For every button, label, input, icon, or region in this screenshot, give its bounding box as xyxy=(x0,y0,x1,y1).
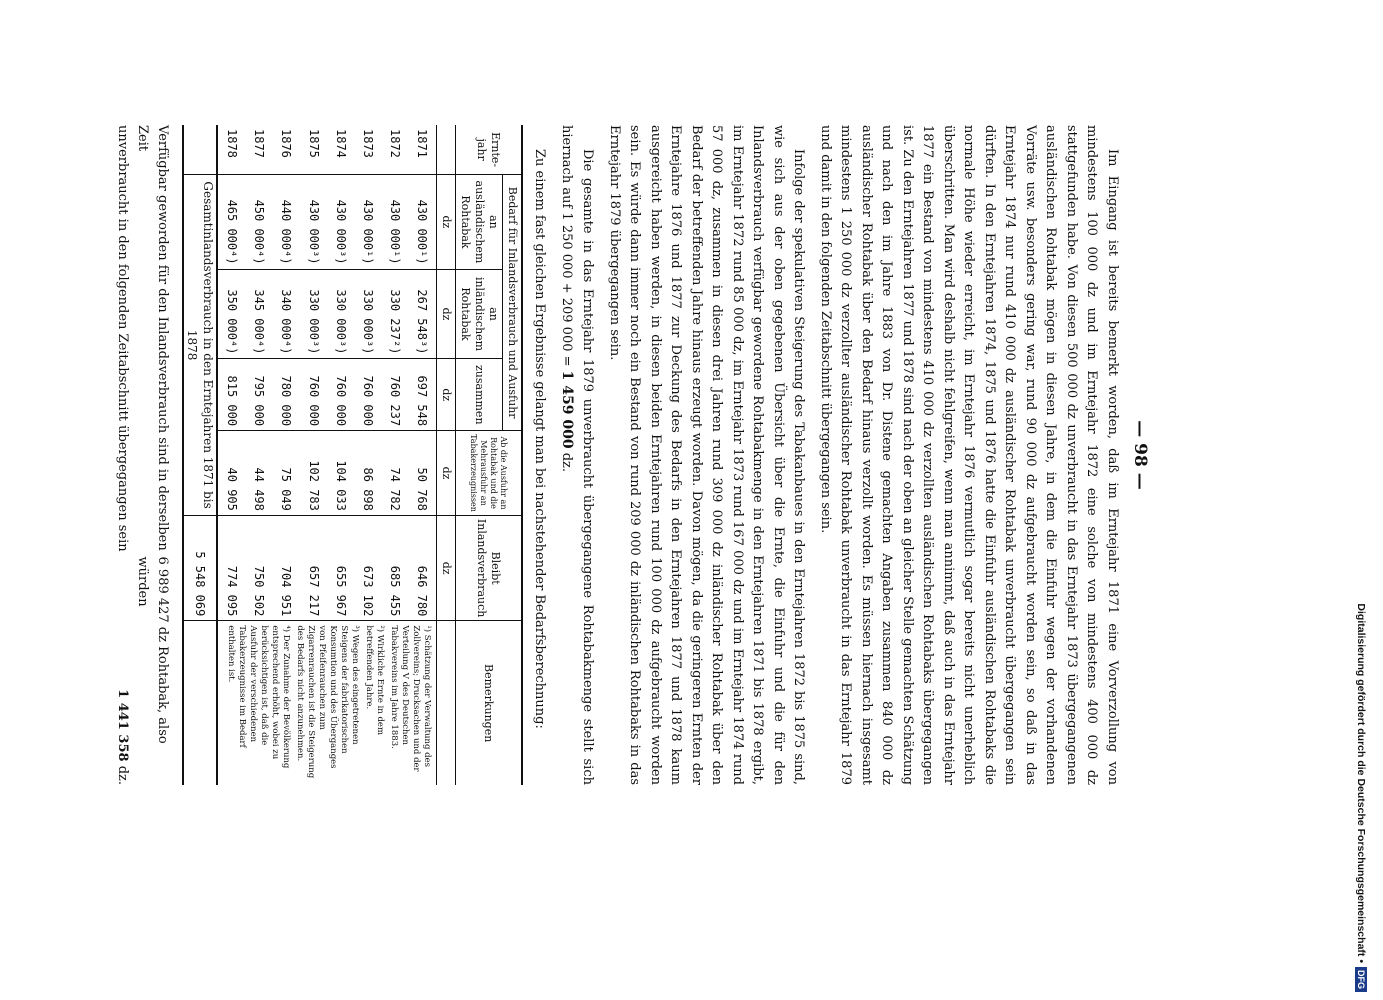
cell-inlaendisch: 330 000³) xyxy=(300,269,327,359)
header-bleibt: Bleibt Inlandsverbrauch xyxy=(456,515,523,620)
cell-year: 1873 xyxy=(360,129,375,158)
footnote-3: ³) Wegen des eingetretenen Steigens der fabrikatorischen Konsumtion und des Überganges von Pfeifenrauchen zum Zigarrenrauchen ist die Steigerung des Bedarfs nicht anzunehmen. xyxy=(295,625,360,779)
cell-zusammen: 795 000 xyxy=(246,359,273,431)
unit-label: dz xyxy=(437,175,456,269)
header-year: Ernte-jahr xyxy=(475,132,503,168)
cell-ausfuhr: 40 905 xyxy=(217,431,246,516)
total-paragraph-value: 1 459 000 xyxy=(559,370,575,449)
summary-line-1-label: Verfügbar geworden für den Inlandsverbrauch sind in derselben Zeit xyxy=(135,125,170,551)
cell-ausfuhr: 75 049 xyxy=(273,431,300,516)
cell-zusammen: 760 237 xyxy=(381,359,408,431)
footnote-2: ²) Wirkliche Ernte in dem betreffenden Jahre. xyxy=(364,625,385,736)
unit-label: dz xyxy=(437,359,456,431)
footnote-4: ⁴) Der Zunahme der Bevölkerung entsprechend erhöht, wobei zu berücksichtigen ist, daß die Ausfuhr der verschiedenen Tabakerzeugnisse im Bedarf enthalten ist. xyxy=(226,625,291,769)
cell-inlaendisch: 330 000³) xyxy=(354,269,381,359)
cell-auslaendisch: 430 000³) xyxy=(300,175,327,269)
cell-year: 1874 xyxy=(333,129,348,158)
cell-bleibt: 646 780 xyxy=(409,515,437,620)
summary-line-2-result xyxy=(112,689,132,785)
summary-line-2-label: unverbraucht in den folgenden Zeitabschnitt übergegangen sein xyxy=(115,125,130,552)
cell-inlaendisch: 330 237²) xyxy=(381,269,408,359)
cell-ausfuhr: 74 782 xyxy=(381,431,408,516)
cell-bleibt: 685 455 xyxy=(381,515,408,620)
summary-line-1 xyxy=(132,125,172,785)
summary-line-2 xyxy=(112,125,132,785)
unit-label: dz xyxy=(437,269,456,359)
cell-inlaendisch: 340 000⁴) xyxy=(273,269,300,359)
cell-zusammen: 815 000 xyxy=(217,359,246,431)
summary-line-2-value: 1 441 358 xyxy=(115,689,130,762)
unit-label: dz xyxy=(437,431,456,516)
total-paragraph xyxy=(556,125,598,785)
total-label: Gesamtinlandsverbrauch in den Erntejahren 1871 bis 1878 xyxy=(183,175,217,516)
cell-bleibt: 673 102 xyxy=(354,515,381,620)
header-zusammen: zusammen xyxy=(456,359,503,431)
cell-bleibt: 704 951 xyxy=(273,515,300,620)
side-credit xyxy=(1348,8,1374,992)
cell-ausfuhr: 104 033 xyxy=(327,431,354,516)
cell-auslaendisch: 430 000¹) xyxy=(381,175,408,269)
cell-auslaendisch: 440 000⁴) xyxy=(273,175,300,269)
cell-auslaendisch: 465 000⁴) xyxy=(217,175,246,269)
cell-auslaendisch: 430 000³) xyxy=(327,175,354,269)
table-row xyxy=(409,125,437,785)
header-auslaendisch: an ausländischem Rohtabak xyxy=(456,175,503,269)
cell-bleibt: 655 967 xyxy=(327,515,354,620)
rotated-page xyxy=(110,125,1150,785)
cell-year: 1875 xyxy=(306,129,321,158)
paragraph-2: Infolge der spekulativen Steigerung des Tabakanbaues in den Erntejahren 1872 bis 1875 sind, wie sich aus der oben gegebenen Übersicht über die Ernte, die Einfuhr und die für den Inlandsverbrauch verfügbar gewordene Rohtabakmenge in den Erntejahren 1871 bis 1878 ergibt, im Erntejahr 1872 rund 85 000 dz, im Erntejahr 1873 rund 167 000 dz und im Erntejahr 1874 rund 57 000 dz, zusammen in diesen drei Jahren rund 309 000 dz inländischer Rohtabak über den Bedarf der betreffenden Jahre hinaus erzeugt worden. Davon mögen, da die geringeren Ernten der Erntejahre 1876 und 1877 zur Deckung des Bedarfs in den Erntejahren 1877 und 1878 kaum ausgereicht haben werden, in diesen beiden Erntejahren rund 100 000 dz aufgebraucht worden sein. Es würde dann immer noch ein Bestand von rund 209 000 dz inländischen Rohtabaks in das Erntejahr 1879 übergegangen sein. xyxy=(607,125,807,785)
cell-year: 1871 xyxy=(415,129,430,158)
summary-line-1-value: 6 989 427 dz Rohtabak, also würden xyxy=(135,556,170,744)
cell-bleibt: 750 502 xyxy=(246,515,273,620)
footnotes xyxy=(217,621,437,785)
summary xyxy=(112,125,172,785)
cell-ausfuhr: 44 498 xyxy=(246,431,273,516)
cell-auslaendisch: 450 000⁴) xyxy=(246,175,273,269)
cell-zusammen: 760 000 xyxy=(327,359,354,431)
cell-auslaendisch: 430 000¹) xyxy=(354,175,381,269)
cell-year: 1876 xyxy=(279,129,294,158)
footnote-1: ¹) Schätzung der Verwaltung des Zollvereins; Drucksachen und der Verteilung V des Deutschen Tabakvereins im Jahre 1883. xyxy=(389,625,432,772)
cell-ausfuhr: 50 768 xyxy=(409,431,437,516)
page-number: — 98 — xyxy=(1130,420,1150,490)
cell-inlaendisch: 350 000⁴) xyxy=(217,269,246,359)
cell-zusammen: 780 000 xyxy=(273,359,300,431)
cell-auslaendisch: 430 000¹) xyxy=(409,175,437,269)
cell-zusammen: 697 548 xyxy=(409,359,437,431)
summary-line-2-unit: dz. xyxy=(115,765,130,785)
cell-inlaendisch: 330 000³) xyxy=(327,269,354,359)
paragraph-1: Im Eingang ist bereits bemerkt worden, daß im Erntejahr 1871 eine Vorverzollung von mindestens 100 000 dz und im Erntejahr 1872 eine solche von mindestens 400 000 dz stattgefunden habe. Von diesen 500 000 dz unverbraucht in das Erntejahr 1873 übergegangenen ausländischen Rohtabak mögen in diesen Jahre, in dem die Einfuhr wegen der vorhandenen Vorräte usw. besonders gering war, rund 90 000 dz aufgebraucht worden sein, so daß in das Erntejahr 1874 nur rund 410 000 dz ausländischer Rohtabak unverbraucht übergegangen sein dürften. In den Erntejahren 1874, 1875 und 1876 hatte die Einfuhr ausländischen Rohtabaks die normale Höhe wieder erreicht, im Erntejahr 1876 vermutlich sogar bereits nicht unerheblich überschritten. Man wird deshalb nicht fehlgreifen, wenn man annimmt, daß auch in das Erntejahr 1877 ein Bestand von mindestens 410 000 dz verzollten ausländischen Rohtabaks übergegangen ist. Zu den Erntejahren 1877 und 1878 sind nach der oben an gleicher Stelle gemachten Schätzung und nach den im Jahre 1883 von Dr. Distene gemachten Angaben zusammen 840 000 dz ausländischer Rohtabak über den Bedarf hinaus verzollt worden. Es müssen hiernach insgesamt mindestens 1 250 000 dz verzollter ausländischer Rohtabak unverbraucht in das Erntejahr 1879 und damit in den folgenden Zeitabschnitt übergegangen sein. xyxy=(818,125,1120,785)
header-bedarf: Bedarf für Inlandsverbrauch und Ausfuhr xyxy=(503,175,523,431)
cell-zusammen: 760 000 xyxy=(300,359,327,431)
cell-year: 1877 xyxy=(252,129,267,158)
cell-zusammen: 760 000 xyxy=(354,359,381,431)
cell-year: 1872 xyxy=(388,129,403,158)
cell-ausfuhr: 102 783 xyxy=(300,431,327,516)
unit-label: dz xyxy=(437,515,456,620)
cell-bleibt: 774 095 xyxy=(217,515,246,620)
cell-inlaendisch: 345 000⁴) xyxy=(246,269,273,359)
dfg-logo: DFG xyxy=(1355,967,1367,992)
table-intro: Zu einem fast gleichen Ergebnisse gelangt man bei nachstehender Bedarfsberechnung: xyxy=(532,149,548,729)
header-ausfuhr: Ab die Ausfuhr an Rohtabak und die Mehrausfuhr an Tabakerzeugnissen xyxy=(456,431,523,516)
header-bemerkungen: Bemerkungen xyxy=(456,621,523,785)
side-credit-inner xyxy=(1348,8,1374,992)
total-value: 5 548 069 xyxy=(183,515,217,620)
cell-inlaendisch: 267 548³) xyxy=(409,269,437,359)
side-credit-text: Digitalisierung gefördert durch die Deutsche Forschungsgemeinschaft • xyxy=(1355,603,1367,963)
total-paragraph-unit: dz. xyxy=(559,448,574,473)
demand-table xyxy=(182,125,523,785)
total-paragraph-text: Die gesamte in das Erntejahr 1879 unverbraucht übergegangene Rohtabakmenge stellt sich hiernach auf 1 250 000 + 209 000 = xyxy=(559,125,596,785)
cell-bleibt: 657 217 xyxy=(300,515,327,620)
cell-ausfuhr: 86 898 xyxy=(354,431,381,516)
header-inlaendisch: an inländischem Rohtabak xyxy=(456,269,503,359)
cell-year: 1878 xyxy=(224,129,239,158)
